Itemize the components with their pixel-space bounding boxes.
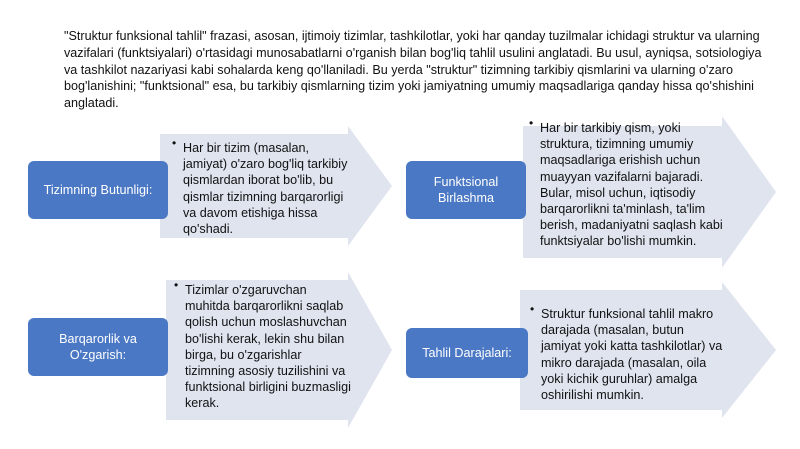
block-body: Struktur funksional tahlil makro darajada (masalan, butun jamiyat yoki katta tashkilotlar) va mikro darajada (masalan, oila yoki kichik guruhlar) amalga oshirilishi mumkin. <box>541 307 723 403</box>
block-body: Tizimlar o'zgaruvchan muhitda barqarorlikni saqlab qolish uchun moslashuvchan bo'lishi kerak, lekin shu bilan birga, bu o'zgarishlar tizimning asosiy tuzilishini va funktsional birligini buzmasligi kerak. <box>185 283 351 411</box>
block-body: Har bir tizim (masalan, jamiyat) o'zaro bog'liq tarkibiy qismlardan iborat bo'lib, bu qismlar tizimning barqarorligi va davom etishiga hissa qo'shadi. <box>183 141 348 237</box>
block-text-tizimning-butunligi <box>172 136 352 237</box>
block-title-funktsional-birlashma <box>406 161 526 219</box>
block-body: Har bir tarkibiy qism, yoki struktura, tizimning umumiy maqsadlariga erishish uchun muayyan vazifalarni bajaradi. Bular, misol uchun, iqtisodiy barqarorlikni ta'minlash, ta'lim berish, madaniyatni saqlash kabi funktsiyalar bo'lishi mumkin. <box>540 121 723 249</box>
block-title-label: Tizimning Butunligi: <box>43 183 153 197</box>
bullet-icon: • <box>530 302 535 316</box>
bullet-icon: • <box>172 136 177 150</box>
block-title-label: Barqarorlik va O'zgarish: <box>59 332 137 362</box>
block-title-tizimning-butunligi <box>28 161 168 219</box>
block-text-funktsional-birlashma <box>529 116 725 250</box>
block-title-label: Tahlil Darajalari: <box>422 346 512 360</box>
block-title-label: Funktsional Birlashma <box>433 175 499 205</box>
block-text-barqarorlik <box>174 278 352 412</box>
intro-paragraph: "Struktur funksional tahlil" frazasi, asosan, ijtimoiy tizimlar, tashkilotlar, yoki har qanday tuzilmalar ichidagi struktur va ularning vazifalari (funktsiyalari) o'rtasidagi munosabatlarni o'rganish bilan bog'liq tahlil usulini anglatadi. Bu usul, ayniqsa, sotsiologiya va tashkilot nazariyasi kabi sohalarda keng qo'llaniladi. Bu yerda "struktur" tizimning tarkibiy qismlarini va ularning o'zaro bog'lanishini; "funktsional" esa, bu tarkibiy qismlarning tizim yoki jamiyatning umumiy maqsadlariga qanday hissa qo'shishini anglatadi. <box>64 29 762 111</box>
bullet-icon: • <box>174 278 179 292</box>
block-title-tahlil-darajalari <box>406 328 528 378</box>
block-text-tahlil-darajalari <box>530 302 726 403</box>
block-title-barqarorlik <box>28 318 168 376</box>
bullet-icon: • <box>529 116 534 130</box>
